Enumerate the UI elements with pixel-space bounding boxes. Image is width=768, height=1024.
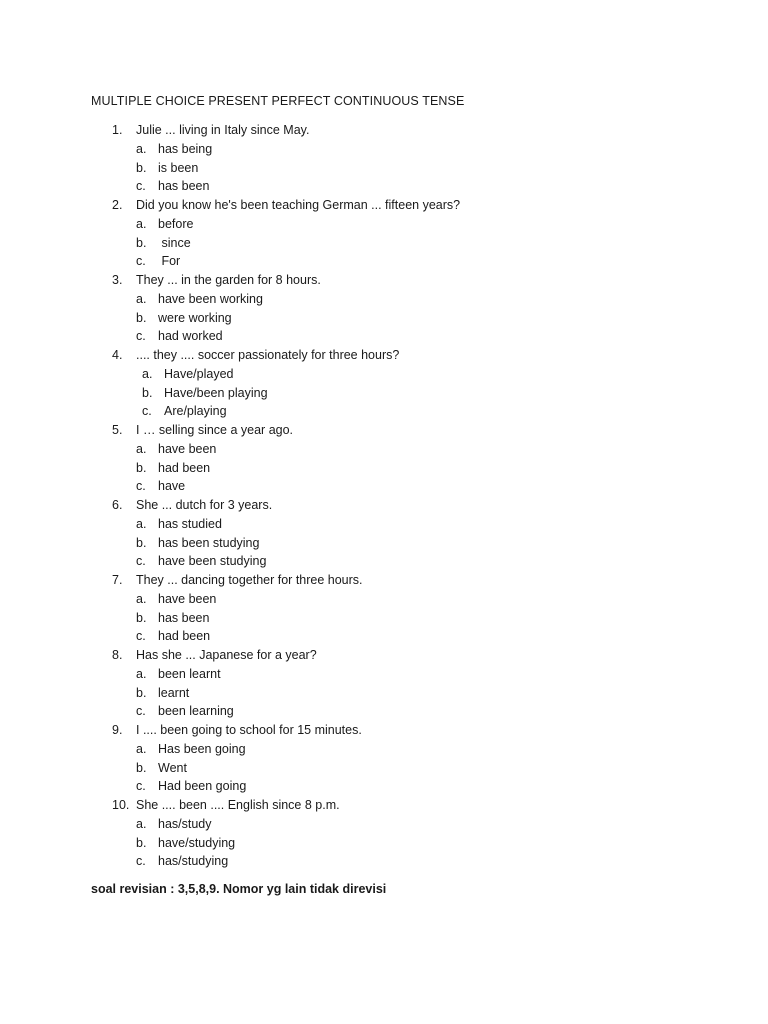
answer-option [0, 684, 768, 703]
option-letter: c. [136, 329, 146, 344]
question-line [0, 346, 768, 365]
answer-option [0, 852, 768, 871]
page-title: MULTIPLE CHOICE PRESENT PERFECT CONTINUOUS TENSE [91, 94, 465, 108]
option-text: is been [158, 160, 199, 175]
answer-option [0, 834, 768, 853]
question-number: 1. [112, 123, 123, 137]
option-letter: b. [136, 835, 147, 850]
question-text: Did you know he's been teaching German ... fifteen years? [136, 198, 461, 212]
answer-option [0, 515, 768, 534]
question-text: .... they .... soccer passionately for three hours? [136, 348, 400, 362]
answer-option [0, 215, 768, 234]
option-letter: a. [136, 216, 147, 231]
question-list [0, 121, 768, 871]
question-line [0, 121, 768, 140]
question-item [0, 121, 768, 196]
question-number: 9. [112, 723, 123, 737]
option-text: had been [158, 629, 211, 644]
answer-option [0, 627, 768, 646]
option-letter: b. [136, 685, 147, 700]
option-text: been learnt [158, 666, 221, 681]
question-line [0, 421, 768, 440]
answer-option [0, 234, 768, 253]
question-text: She .... been .... English since 8 p.m. [136, 798, 340, 812]
question-item [0, 646, 768, 721]
option-text: For [158, 254, 181, 269]
answer-option [0, 759, 768, 778]
revision-note: soal revisian : 3,5,8,9. Nomor yg lain tidak direvisi [91, 882, 387, 896]
option-text: have been [158, 591, 217, 606]
option-text: Have/played [164, 366, 234, 381]
question-item [0, 346, 768, 421]
option-letter: b. [136, 460, 147, 475]
option-text: Are/playing [164, 404, 227, 419]
answer-option [0, 402, 768, 421]
question-text: Has she ... Japanese for a year? [136, 648, 317, 662]
option-text: has been [158, 610, 210, 625]
answer-option [0, 384, 768, 403]
question-text: I .... been going to school for 15 minutes. [136, 723, 362, 737]
answer-option [0, 252, 768, 271]
question-line [0, 571, 768, 590]
option-letter: c. [136, 704, 146, 719]
question-number: 10. [112, 798, 130, 812]
option-letter: a. [136, 591, 147, 606]
option-text: Have/been playing [164, 385, 268, 400]
answer-option [0, 140, 768, 159]
option-letter: a. [136, 816, 147, 831]
question-text: Julie ... living in Italy since May. [136, 123, 310, 137]
answer-option [0, 609, 768, 628]
option-letter: c. [136, 779, 146, 794]
option-text: have/studying [158, 835, 236, 850]
option-text: had been [158, 460, 211, 475]
option-letter: a. [142, 366, 153, 381]
question-text: I … selling since a year ago. [136, 423, 294, 437]
question-number: 8. [112, 648, 123, 662]
question-line [0, 496, 768, 515]
option-letter: b. [136, 610, 147, 625]
option-letter: a. [136, 516, 147, 531]
question-text: They ... in the garden for 8 hours. [136, 273, 321, 287]
question-item [0, 721, 768, 796]
option-letter: b. [136, 235, 147, 250]
option-text: were working [158, 310, 232, 325]
answer-option [0, 327, 768, 346]
option-text: have [158, 479, 186, 494]
answer-option [0, 177, 768, 196]
answer-option [0, 440, 768, 459]
option-letter: b. [136, 760, 147, 775]
answer-option [0, 665, 768, 684]
option-text: been learning [158, 704, 234, 719]
option-text: have been working [158, 291, 263, 306]
option-letter: b. [142, 385, 153, 400]
answer-option [0, 290, 768, 309]
answer-option [0, 477, 768, 496]
option-letter: a. [136, 441, 147, 456]
answer-option [0, 309, 768, 328]
option-text: has/studying [158, 854, 229, 869]
answer-option [0, 740, 768, 759]
option-letter: b. [136, 160, 147, 175]
option-letter: b. [136, 310, 147, 325]
option-text: has being [158, 141, 213, 156]
question-number: 5. [112, 423, 123, 437]
option-text: Went [158, 760, 187, 775]
answer-option [0, 815, 768, 834]
question-item [0, 796, 768, 871]
question-line [0, 796, 768, 815]
option-letter: b. [136, 535, 147, 550]
option-text: had worked [158, 329, 223, 344]
answer-option [0, 702, 768, 721]
answer-option [0, 552, 768, 571]
answer-option [0, 159, 768, 178]
question-item [0, 421, 768, 496]
question-text: They ... dancing together for three hours. [136, 573, 363, 587]
question-number: 2. [112, 198, 123, 212]
option-letter: c. [136, 254, 146, 269]
question-text: She ... dutch for 3 years. [136, 498, 273, 512]
option-text: Has been going [158, 741, 246, 756]
answer-option [0, 459, 768, 478]
option-letter: c. [136, 629, 146, 644]
question-number: 6. [112, 498, 123, 512]
question-item [0, 571, 768, 646]
option-text: Had been going [158, 779, 247, 794]
question-item [0, 496, 768, 571]
question-number: 7. [112, 573, 123, 587]
option-letter: a. [136, 666, 147, 681]
answer-option [0, 365, 768, 384]
option-text: has been studying [158, 535, 260, 550]
option-letter: c. [136, 554, 146, 569]
question-item [0, 271, 768, 346]
option-letter: a. [136, 741, 147, 756]
option-text: have been [158, 441, 217, 456]
question-line [0, 721, 768, 740]
option-text: have been studying [158, 554, 267, 569]
option-text: has/study [158, 816, 212, 831]
option-letter: c. [142, 404, 152, 419]
option-letter: c. [136, 179, 146, 194]
option-text: has been [158, 179, 210, 194]
question-number: 4. [112, 348, 123, 362]
question-line [0, 646, 768, 665]
question-item [0, 196, 768, 271]
question-number: 3. [112, 273, 123, 287]
option-text: learnt [158, 685, 190, 700]
option-letter: c. [136, 479, 146, 494]
question-line [0, 196, 768, 215]
option-letter: c. [136, 854, 146, 869]
option-letter: a. [136, 141, 147, 156]
option-text: has studied [158, 516, 222, 531]
option-text: before [158, 216, 194, 231]
answer-option [0, 590, 768, 609]
question-line [0, 271, 768, 290]
answer-option [0, 777, 768, 796]
answer-option [0, 534, 768, 553]
option-text: since [158, 235, 191, 250]
option-letter: a. [136, 291, 147, 306]
